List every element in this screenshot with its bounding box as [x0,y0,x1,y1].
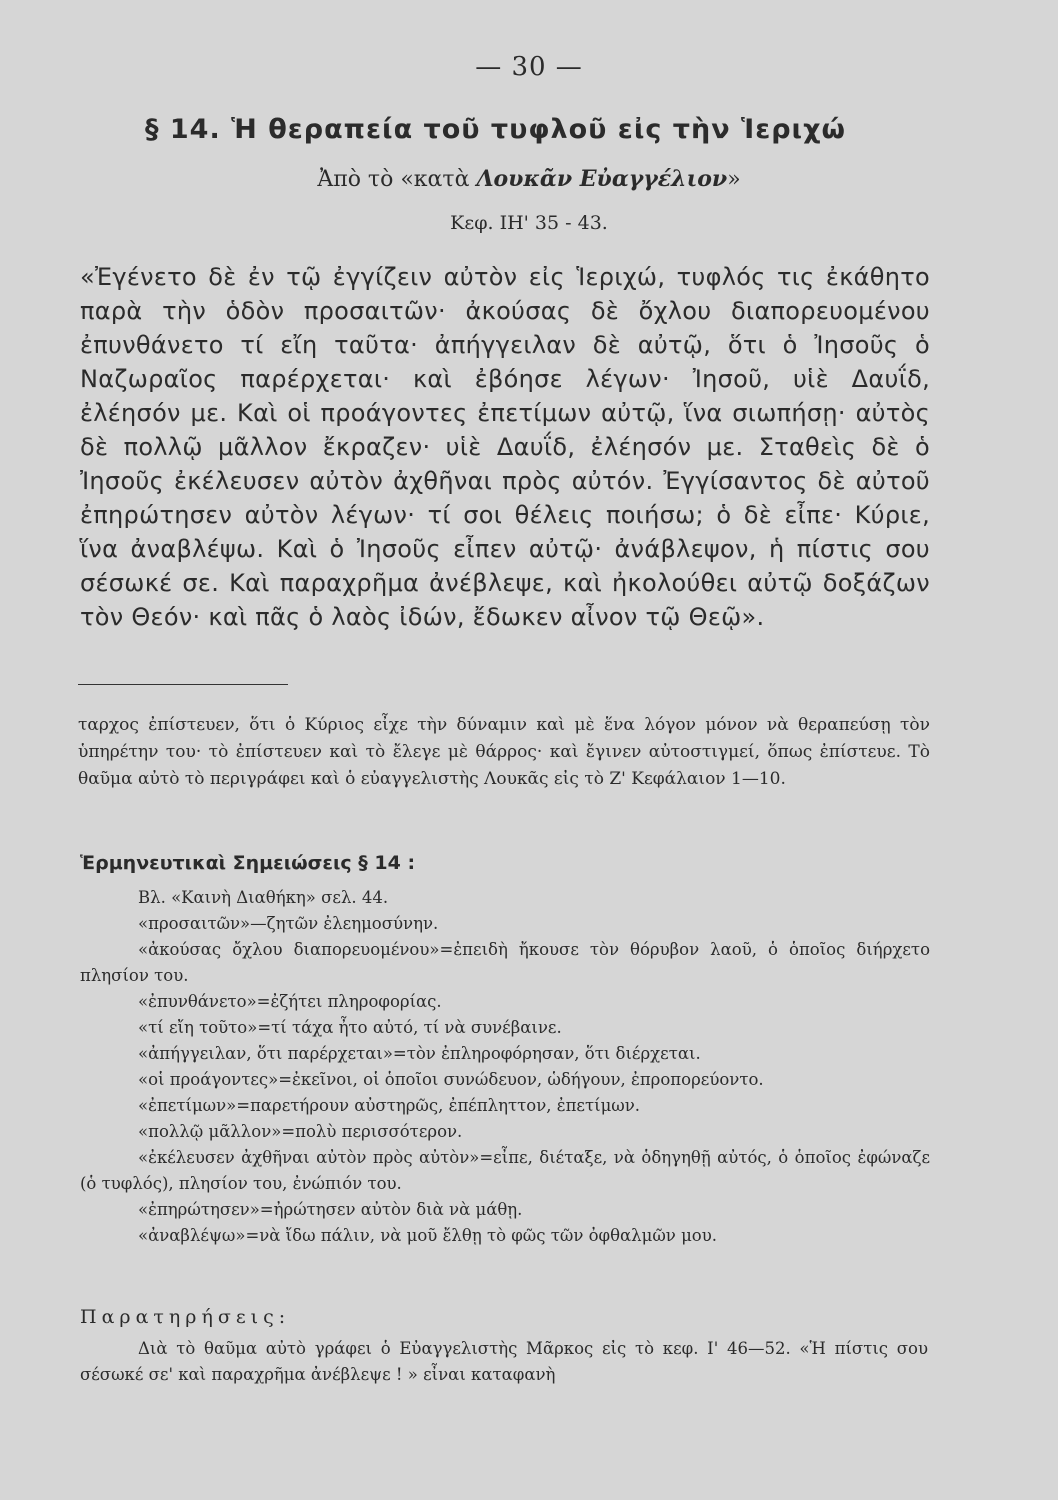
source-book: Λουκᾶν Εὐαγγέλιον [476,166,728,192]
note-item: Βλ. «Καινὴ Διαθήκη» σελ. 44. [138,888,389,907]
footnote-text: ταρχος ἐπίστευεν, ὅτι ὁ Κύριος εἶχε τὴν δύναμιν καὶ μὲ ἕνα λόγον μόνον νὰ θεραπεύσῃ τὸν ὑπηρέτην του· τὸ ἐπίστευεν καὶ τὸ ἔλεγε μὲ θάρρος· καὶ ἔγινεν αὐτοστιγμεί, ὅπως ἐπίστευε. Τὸ θαῦμα αὐτὸ τὸ περιγράφει καὶ ὁ εὐαγγελιστὴς Λουκᾶς εἰς τὸ Ζ' Κεφάλαιον 1—10. [78,715,930,789]
footnote-divider [78,684,288,685]
gospel-source [0,166,1058,192]
chapter-reference: Κεφ. ΙΗ' 35 - 43. [450,212,608,234]
note-item: «ἀπήγγειλαν, ὅτι παρέρχεται»=τὸν ἐπληροφόρησαν, ὅτι διέρχεται. [138,1044,701,1063]
note-item: «προσαιτῶν»—ζητῶν ἐλεημοσύνην. [138,914,439,933]
note-item: «τί εἴη τοῦτο»=τί τάχα ἦτο αὐτό, τί νὰ συνέβαινε. [138,1018,562,1037]
observations-heading: Παρατηρήσεις: [80,1306,291,1328]
note-item: «πολλῷ μᾶλλον»=πολὺ περισσότερον. [138,1122,463,1141]
note-item: «ἀναβλέψω»=νὰ ἴδω πάλιν, νὰ μοῦ ἔλθῃ τὸ φῶς τῶν ὀφθαλμῶν μου. [138,1226,718,1245]
note-item: «ἐπυνθάνετο»=ἐζήτει πληροφορίας. [138,992,442,1011]
source-suffix: » [727,167,741,192]
note-item: «ἐκέλευσεν ἀχθῆναι αὐτὸν πρὸς αὐτὸν»=εἶπε, διέταξε, νὰ ὁδηγηθῇ αὐτός, ὁ ὁποῖος ἐφώναζε (ὁ τυφλός), πλησίον του, ἐνώπιόν του. [80,1148,930,1193]
note-item: «ἐπετίμων»=παρετήρουν αὐστηρῶς, ἐπέπληττον, ἐπετίμων. [138,1096,641,1115]
note-item: «ἀκούσας ὄχλου διαπορευομένου»=ἐπειδὴ ἤκουσε τὸν θόρυβον λαοῦ, ὁ ὁποῖος διήρχετο πλησίον του. [80,940,930,985]
gospel-passage: «Ἐγένετο δὲ ἐν τῷ ἐγγίζειν αὐτὸν εἰς Ἱεριχώ, τυφλός τις ἐκάθητο παρὰ τὴν ὁδὸν προσαιτῶν· ἀκούσας δὲ ὄχλου διαπορευομένου ἐπυνθάνετο τί εἴη ταῦτα· ἀπήγγειλαν δὲ αὐτῷ, ὅτι ὁ Ἰησοῦς ὁ Ναζωραῖος παρέρχεται· καὶ ἐβόησε λέγων· Ἰησοῦ, υἱὲ Δαυΐδ, ἐλέησόν με. Καὶ οἱ προάγοντες ἐπετίμων αὐτῷ, ἵνα σιωπήσῃ· αὐτὸς δὲ πολλῷ μᾶλλον ἔκραζεν· υἱὲ Δαυΐδ, ἐλέησόν με. Σταθεὶς δὲ ὁ Ἰησοῦς ἐκέλευσεν αὐτὸν ἀχθῆναι πρὸς αὐτόν. Ἐγγίσαντος δὲ αὐτοῦ ἐπηρώτησεν αὐτὸν λέγων· τί σοι θέλεις ποιήσω; ὁ δὲ εἶπε· Κύριε, ἵνα ἀναβλέψω. Καὶ ὁ Ἰησοῦς εἶπεν αὐτῷ· ἀνάβλεψον, ἡ πίστις σου σέσωκέ σε. Καὶ παραχρῆμα ἀνέβλεψε, καὶ ἠκολούθει αὐτῷ δοξάζων τὸν Θεόν· καὶ πᾶς ὁ λαὸς ἰδών, ἔδωκεν αἶνον τῷ Θεῷ». [80,263,930,631]
source-prefix: Ἀπὸ τὸ «κατὰ [317,167,470,192]
notes-heading: Ἑρμηνευτικαὶ Σημειώσεις § 14 : [80,852,416,874]
section-title: § 14. Ἡ θεραπεία τοῦ τυφλοῦ εἰς τὴν Ἱεριχώ [145,114,846,145]
notes-list [80,885,930,1249]
note-item: «οἱ προάγοντες»=ἐκεῖνοι, οἱ ὁποῖοι συνώδευον, ὡδήγουν, ἐπροπορεύοντο. [138,1070,764,1089]
observations-text: Διὰ τὸ θαῦμα αὐτὸ γράφει ὁ Εὐαγγελιστὴς Μᾶρκος εἰς τὸ κεφ. Ι' 46—52. «Ἡ πίστις σου σέσωκέ σε' καὶ παραχρῆμα ἀνέβλεψε ! » εἶναι καταφανὴ [80,1339,928,1384]
note-item: «ἐπηρώτησεν»=ἠρώτησεν αὐτὸν διὰ νὰ μάθῃ. [138,1200,523,1219]
page-number: — 30 — [475,52,583,82]
